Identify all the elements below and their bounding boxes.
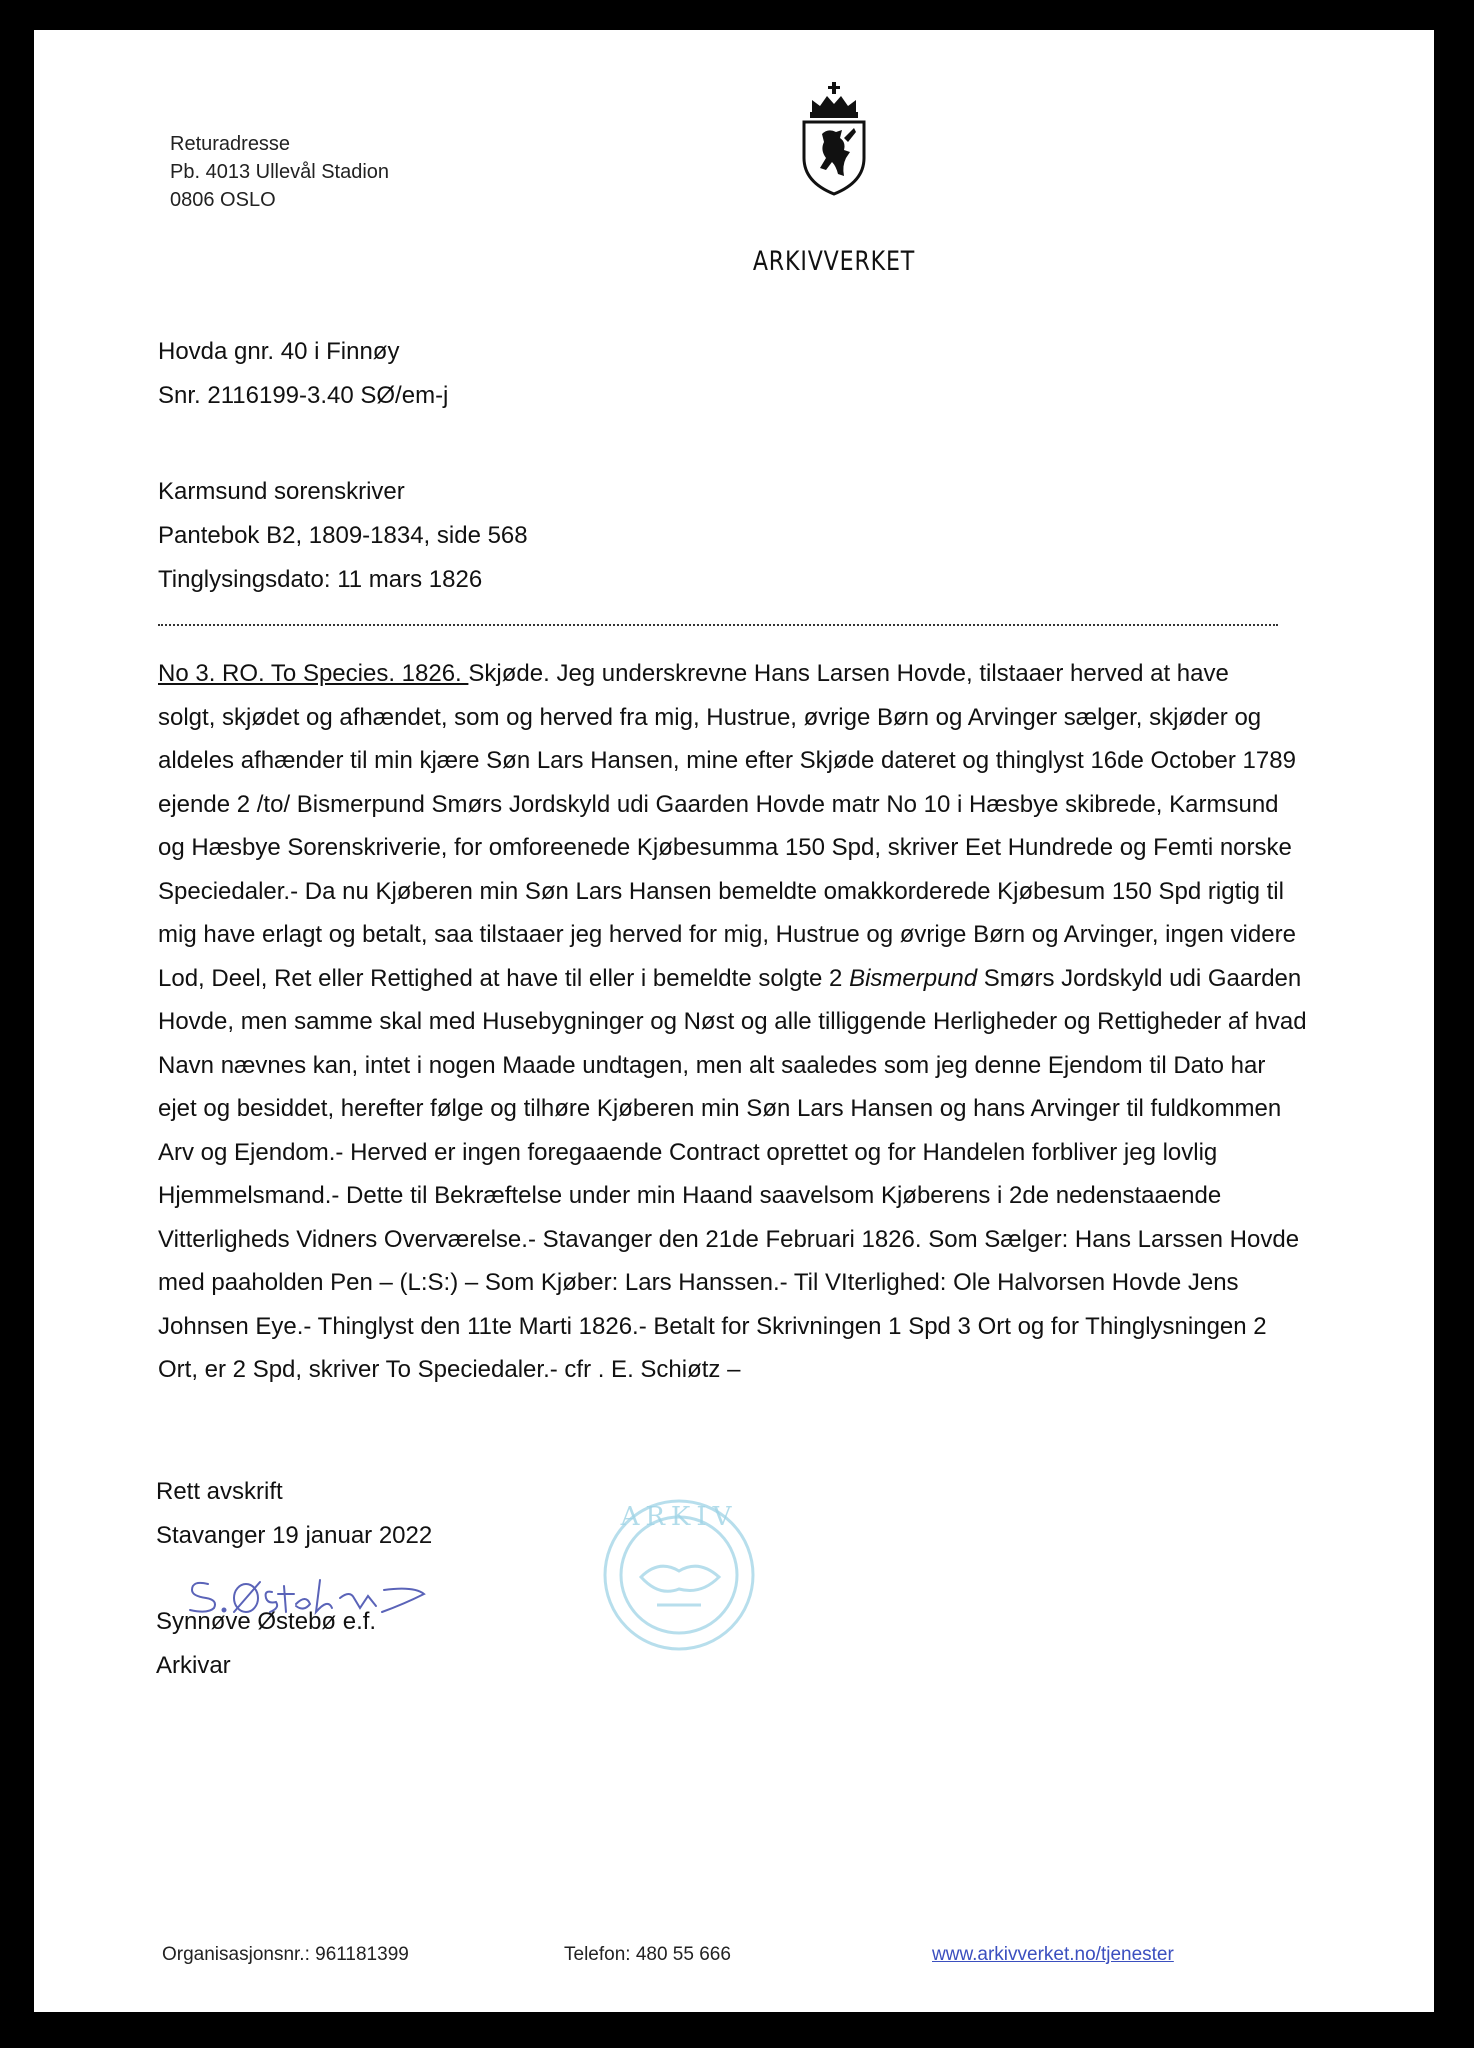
place-date: Stavanger 19 januar 2022 xyxy=(156,1522,433,1549)
italic-term: Bismerpund xyxy=(849,964,978,992)
source-block xyxy=(158,470,528,602)
body-line: Hjemmelsmand.- Dette til Bekræftelse under min Haand saavelsom Kjøberens i 2de nedenstaaende xyxy=(158,1182,1222,1209)
body-line: med paaholden Pen – (L:S:) – Som Kjøber: Lars Hanssen.- Til VIterlighed: Ole Halvorsen Hovde Jens xyxy=(158,1269,1239,1296)
org-number: Organisasjonsnr.: 961181399 xyxy=(162,1944,409,1965)
body-line xyxy=(158,652,1318,696)
return-address xyxy=(170,130,389,214)
document-heading: No 3. RO. To Species. 1826. xyxy=(158,660,469,687)
body-line: Navn nævnes kan, intet i nogen Maade undtagen, men alt saaledes som jeg denne Ejendom til Dato har xyxy=(158,1051,1266,1079)
body-line: Speciedaler.- Da nu Kjøberen min Søn Lars Hansen bemeldte omakkorderede Kjøbesum 150 Spd rigtig til xyxy=(158,877,1284,905)
body-line: aldeles afhænder til min kjære Søn Lars Hansen, mine efter Skjøde dateret og thinglyst 16de October 1789 xyxy=(158,747,1296,774)
certification-text: Rett avskrift xyxy=(156,1478,283,1505)
body-line: ejet og besiddet, herefter følge og tilhøre Kjøberen min Søn Lars Hansen og hans Arvinger til fuldkommen xyxy=(158,1095,1282,1122)
signer-block xyxy=(156,1600,376,1688)
source-book: Pantebok B2, 1809-1834, side 568 xyxy=(158,522,528,549)
coat-of-arms-icon xyxy=(794,78,874,198)
body-line-text: Lod, Deel, Ret eller Rettighed at have til eller i bemeldte solgte 2 xyxy=(158,964,850,992)
dotted-separator xyxy=(158,624,1278,626)
body-line-text: Skjøde. Jeg underskrevne Hans Larsen Hovde, tilstaaer herved at have xyxy=(468,660,1229,687)
source-office: Karmsund sorenskriver xyxy=(158,478,405,505)
archive-stamp xyxy=(579,1485,779,1655)
signer-name: Synnøve Østebø e.f. xyxy=(156,1608,377,1635)
body-line: Hovde, men samme skal med Husebygninger og Nøst og alle tilliggende Herligheder og Rettigheder af hvad xyxy=(158,1008,1307,1035)
services-link[interactable]: www.arkivverket.no/tjenester xyxy=(932,1944,1174,1965)
property-reference: Hovda gnr. 40 i Finnøy xyxy=(158,338,400,365)
body-line-text: Smørs Jordskyld udi Gaarden xyxy=(977,964,1302,992)
return-address-line-2: Pb. 4013 Ullevål Stadion xyxy=(170,161,390,183)
transcription-body xyxy=(158,652,1318,1392)
body-line: Ort, er 2 Spd, skriver To Speciedaler.- cfr . E. Schiøtz – xyxy=(158,1356,741,1383)
reference-block xyxy=(158,330,448,418)
arkivverket-logo xyxy=(734,78,934,288)
body-line: solgt, skjødet og afhændet, som og herved fra mig, Hustrue, øvrige Børn og Arvinger sælger, skjøder og xyxy=(158,703,1262,731)
closing-block xyxy=(156,1470,432,1558)
case-number: Snr. 2116199-3.40 SØ/em-j xyxy=(158,382,449,409)
body-line: mig have erlagt og betalt, saa tilstaaer jeg herved for mig, Hustrue og øvrige Børn og Arvinger, ingen videre xyxy=(158,921,1296,948)
phone-number: Telefon: 480 55 666 xyxy=(564,1944,731,1965)
body-line: og Hæsbye Sorenskriverie, for omforeenede Kjøbesumma 150 Spd, skriver Eet Hundrede og Femti norske xyxy=(158,834,1292,861)
signer-title: Arkivar xyxy=(156,1652,231,1679)
return-address-line-1: Returadresse xyxy=(170,133,291,155)
body-line: Arv og Ejendom.- Herved er ingen foregaaende Contract oprettet og for Handelen forbliver jeg lovlig xyxy=(158,1138,1218,1166)
return-address-line-3: 0806 OSLO xyxy=(170,189,276,211)
body-line: ejende 2 /to/ Bismerpund Smørs Jordskyld udi Gaarden Hovde matr No 10 i Hæsbye skibrede, Karmsund xyxy=(158,790,1279,818)
logo-text: ARKIVVERKET xyxy=(752,246,916,277)
registration-date: Tinglysingsdato: 11 mars 1826 xyxy=(158,566,483,593)
document-page xyxy=(34,30,1434,2012)
body-line: Johnsen Eye.- Thinglyst den 11te Marti 1826.- Betalt for Skrivningen 1 Spd 3 Ort og for Thinglysningen 2 xyxy=(158,1312,1267,1340)
body-line xyxy=(158,957,1318,1001)
stamp-text: ARKIV xyxy=(620,1502,738,1532)
body-line: Vitterligheds Vidners Overværelse.- Stavanger den 21de Februari 1826. Som Sælger: Hans Larssen Hovde xyxy=(158,1225,1300,1253)
